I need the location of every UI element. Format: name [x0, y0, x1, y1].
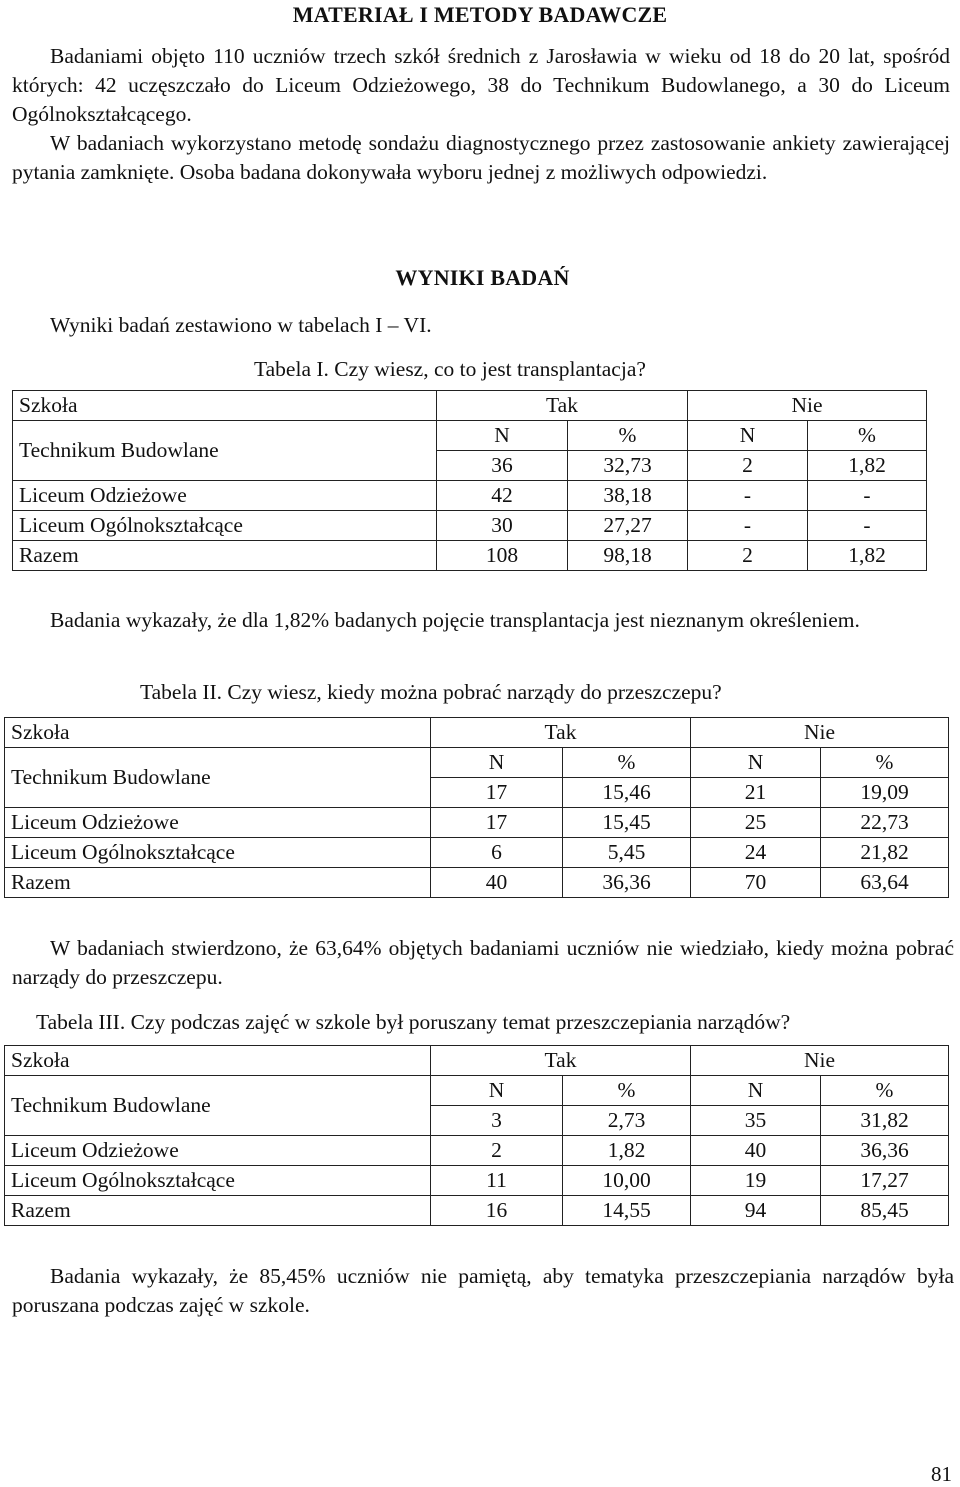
cell-no-n: 19	[691, 1166, 821, 1196]
cell-yes-n: 11	[431, 1166, 563, 1196]
methods-paragraph-1: Badaniami objęto 110 uczniów trzech szkół średnich z Jarosławia w wieku od 18 do 20 lat, spośród których: 42 uczęszczało do Liceum Odzieżowego, 38 do Technikum Budowlanego, a 30 do Liceum Ogólnokształcącego.	[12, 44, 950, 126]
table-row	[5, 1196, 949, 1226]
table-row	[5, 1166, 949, 1196]
cell-yes-pct: 10,00	[563, 1166, 691, 1196]
cell-no-pct: 31,82	[821, 1106, 949, 1136]
table-2-summary: W badaniach stwierdzono, że 63,64% objętych badaniami uczniów nie wiedziało, kiedy można pobrać narządy do przeszczepu.	[12, 936, 954, 989]
header-pct: %	[808, 421, 927, 451]
cell-yes-pct: 1,82	[563, 1136, 691, 1166]
cell-yes-pct: 2,73	[563, 1106, 691, 1136]
cell-yes-pct: 14,55	[563, 1196, 691, 1226]
cell-no-pct: 1,82	[808, 541, 927, 571]
table-row	[5, 808, 949, 838]
cell-school: Liceum Odzieżowe	[5, 1136, 431, 1166]
cell-school: Razem	[13, 541, 437, 571]
cell-yes-n: 6	[431, 838, 563, 868]
header-no: Nie	[691, 718, 949, 748]
table-row	[13, 421, 927, 451]
cell-no-pct: 22,73	[821, 808, 949, 838]
table-2	[4, 717, 949, 898]
cell-school: Technikum Budowlane	[13, 421, 437, 481]
table-row	[5, 1076, 949, 1106]
cell-yes-n: 16	[431, 1196, 563, 1226]
cell-no-n: 21	[691, 778, 821, 808]
header-n: N	[688, 421, 808, 451]
cell-no-pct: 1,82	[808, 451, 927, 481]
results-heading: WYNIKI BADAŃ	[395, 265, 570, 290]
table-row	[5, 838, 949, 868]
cell-no-n: 2	[688, 451, 808, 481]
table-row	[5, 1136, 949, 1166]
cell-yes-n: 17	[431, 778, 563, 808]
table-row	[13, 511, 927, 541]
cell-school: Technikum Budowlane	[5, 748, 431, 808]
table-1-summary: Badania wykazały, że dla 1,82% badanych pojęcie transplantacja jest nieznanym określeniem.	[50, 608, 860, 632]
table-row	[13, 541, 927, 571]
cell-no-pct: -	[808, 481, 927, 511]
cell-yes-pct: 38,18	[568, 481, 688, 511]
cell-no-pct: 63,64	[821, 868, 949, 898]
table-row	[13, 481, 927, 511]
cell-no-pct: 85,45	[821, 1196, 949, 1226]
cell-no-n: -	[688, 511, 808, 541]
header-school: Szkoła	[5, 718, 431, 748]
header-yes: Tak	[431, 718, 691, 748]
table-row	[5, 1046, 949, 1076]
cell-yes-pct: 27,27	[568, 511, 688, 541]
table-row	[5, 868, 949, 898]
header-school: Szkoła	[13, 391, 437, 421]
methods-paragraph-2: W badaniach wykorzystano metodę sondażu diagnostycznego przez zastosowanie ankiety zawierającej pytania zamknięte. Osoba badana dokonywała wyboru jednej z możliwych odpowiedzi.	[12, 131, 950, 184]
table-1-caption: Tabela I. Czy wiesz, co to jest transplantacja?	[254, 357, 646, 381]
methods-heading: MATERIAŁ I METODY BADAWCZE	[292, 2, 668, 27]
cell-no-pct: 21,82	[821, 838, 949, 868]
cell-school: Technikum Budowlane	[5, 1076, 431, 1136]
cell-yes-n: 36	[437, 451, 568, 481]
cell-no-n: -	[688, 481, 808, 511]
table-row	[13, 391, 927, 421]
cell-no-pct: 19,09	[821, 778, 949, 808]
cell-yes-pct: 32,73	[568, 451, 688, 481]
table-3-caption: Tabela III. Czy podczas zajęć w szkole był poruszany temat przeszczepiania narządów?	[36, 1010, 791, 1034]
cell-no-pct: 36,36	[821, 1136, 949, 1166]
cell-school: Razem	[5, 868, 431, 898]
header-no: Nie	[688, 391, 927, 421]
cell-no-n: 24	[691, 838, 821, 868]
header-n: N	[431, 748, 563, 778]
table-2-caption: Tabela II. Czy wiesz, kiedy można pobrać narządy do przeszczepu?	[140, 680, 722, 704]
cell-yes-n: 3	[431, 1106, 563, 1136]
header-pct: %	[821, 748, 949, 778]
cell-yes-pct: 98,18	[568, 541, 688, 571]
cell-yes-pct: 15,45	[563, 808, 691, 838]
cell-school: Liceum Ogólnokształcące	[5, 838, 431, 868]
header-n: N	[431, 1076, 563, 1106]
cell-school: Liceum Ogólnokształcące	[13, 511, 437, 541]
cell-school: Liceum Odzieżowe	[5, 808, 431, 838]
page-number: 81	[931, 1462, 952, 1486]
header-pct: %	[563, 748, 691, 778]
cell-no-n: 40	[691, 1136, 821, 1166]
table-3-summary: Badania wykazały, że 85,45% uczniów nie pamiętą, aby tematyka przeszczepiania narządów była poruszana podczas zajęć w szkole.	[12, 1264, 954, 1317]
cell-no-n: 35	[691, 1106, 821, 1136]
cell-yes-pct: 5,45	[563, 838, 691, 868]
cell-yes-n: 30	[437, 511, 568, 541]
cell-yes-n: 2	[431, 1136, 563, 1166]
header-pct: %	[568, 421, 688, 451]
cell-yes-n: 17	[431, 808, 563, 838]
cell-no-pct: -	[808, 511, 927, 541]
table-1	[12, 390, 927, 571]
cell-no-n: 94	[691, 1196, 821, 1226]
header-yes: Tak	[431, 1046, 691, 1076]
header-no: Nie	[691, 1046, 949, 1076]
results-intro: Wyniki badań zestawiono w tabelach I – VI.	[50, 313, 432, 337]
header-pct: %	[821, 1076, 949, 1106]
cell-no-n: 25	[691, 808, 821, 838]
cell-school: Razem	[5, 1196, 431, 1226]
cell-yes-pct: 36,36	[563, 868, 691, 898]
header-pct: %	[563, 1076, 691, 1106]
table-row	[5, 718, 949, 748]
header-n: N	[437, 421, 568, 451]
header-n: N	[691, 748, 821, 778]
header-yes: Tak	[437, 391, 688, 421]
cell-yes-n: 108	[437, 541, 568, 571]
cell-no-pct: 17,27	[821, 1166, 949, 1196]
cell-yes-pct: 15,46	[563, 778, 691, 808]
cell-school: Liceum Odzieżowe	[13, 481, 437, 511]
table-row	[5, 748, 949, 778]
cell-school: Liceum Ogólnokształcące	[5, 1166, 431, 1196]
cell-yes-n: 42	[437, 481, 568, 511]
header-school: Szkoła	[5, 1046, 431, 1076]
table-3	[4, 1045, 949, 1226]
cell-no-n: 70	[691, 868, 821, 898]
cell-yes-n: 40	[431, 868, 563, 898]
cell-no-n: 2	[688, 541, 808, 571]
header-n: N	[691, 1076, 821, 1106]
